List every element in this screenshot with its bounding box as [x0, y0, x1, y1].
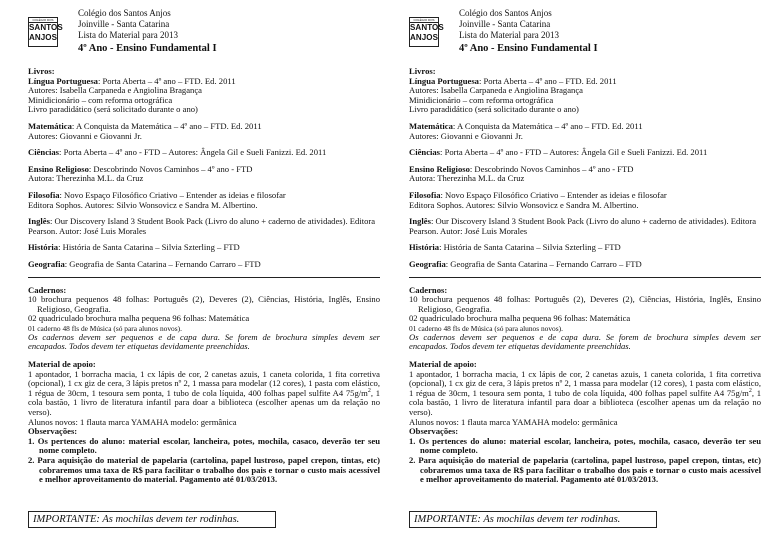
important-notice: IMPORTANTE: As mochilas devem ter rodinhas. [28, 511, 276, 528]
subject-label: Geografia [409, 258, 446, 269]
list-content [409, 67, 761, 485]
document-header [28, 6, 380, 52]
subject-geografia [409, 260, 761, 270]
subject-line: Minidicionário – com reforma ortográfica [409, 94, 554, 105]
subject-religioso [28, 165, 380, 184]
subject-label: Matemática [409, 120, 453, 131]
school-name: Colégio dos Santos Anjos [78, 8, 171, 18]
subject-label: Ciências [409, 147, 441, 158]
subject-text: : Our Discovery Island 3 Student Book Pack (Livro do aluno + caderno de atividades). Editora Pearson. Autor: José Luis Morales [409, 216, 757, 236]
school-info [78, 8, 178, 40]
cadernos-heading: Cadernos: [409, 284, 448, 295]
subject-filosofia [409, 191, 761, 210]
material-flauta: Alunos novos: 1 flauta marca YAMAHA modelo: germânica [409, 416, 618, 427]
logo-text-line2: ANJOS [410, 33, 439, 42]
supply-list-left [28, 6, 380, 538]
observacoes-section [409, 427, 761, 485]
books-heading: Livros: [409, 66, 436, 76]
cadernos-note: Os cadernos devem ser pequenos e de capa dura. Se forem de brochura simples devem ser encapados. Todos devem ter etiquetas devidamente preenchidas. [409, 331, 761, 352]
subject-text: : História de Santa Catarina – Silvia Szterling – FTD [439, 242, 621, 253]
supply-list-right [409, 6, 761, 538]
subject-ingles [409, 217, 761, 236]
subject-label: Geografia [28, 258, 65, 269]
subject-label: História [28, 242, 59, 253]
subject-portuguesa [409, 67, 761, 115]
subject-label: Ciências [28, 147, 60, 158]
subject-text: : História de Santa Catarina – Silvia Szterling – FTD [58, 242, 240, 253]
subject-historia [409, 243, 761, 253]
list-content [28, 67, 380, 485]
subject-label: Filosofia [28, 189, 60, 200]
logo-top-band: COLÉGIO DOS [29, 18, 57, 23]
subject-label: Inglês [409, 216, 431, 227]
observacao-item: 1. Os pertences do aluno: material escolar, lancheira, potes, mochila, casaco, deverão ter seu nome completo. [28, 435, 380, 456]
subject-line: Autora: Therezinha M.L. da Cruz [409, 173, 525, 184]
cadernos-item: 10 brochura pequenos 48 folhas: Português (2), Deveres (2), Ciências, História, Inglês, Ensino Religioso, Geografia. [409, 294, 761, 314]
subject-line: Autores: Isabella Carpaneda e Angiolina Bragança [28, 85, 202, 96]
cadernos-item: 02 quadriculado brochura malha pequena 96 folhas: Matemática [409, 313, 631, 324]
subject-text: : Our Discovery Island 3 Student Book Pack (Livro do aluno + caderno de atividades). Editora Pearson. Autor: José Luis Morales [28, 216, 376, 236]
subject-text: : Novo Espaço Filosófico Criativo – Entender as ideias e filosofar [59, 189, 286, 200]
section-divider [409, 277, 761, 278]
subject-ciencias [28, 148, 380, 158]
subject-ingles [28, 217, 380, 236]
observacoes-section [28, 427, 380, 485]
subject-label: Ensino Religioso [409, 163, 470, 174]
subject-text: : Porta Aberta – 4º ano – FTD. Ed. 2011 [97, 75, 236, 86]
school-city: Joinville - Santa Catarina [78, 18, 170, 29]
subject-line: Livro paradidático (será solicitado durante o ano) [409, 104, 579, 115]
document-header [409, 6, 761, 52]
section-divider [28, 277, 380, 278]
logo-top-band: COLÉGIO DOS [410, 18, 438, 23]
subject-line: Livro paradidático (será solicitado durante o ano) [28, 104, 198, 115]
material-text: 1 apontador, 1 borracha macia, 1 cx lápis de cor, 2 canetas azuis, 1 caneta colorida, 1 fita corretiva (opcional), 1 cx giz de cera, 3 lápis pretos nº 2, 1 massa para modelar (12 cores), 1 pasta com elástico, 1 régua de 30cm, 1 tesoura sem ponta, 1 tubo de cola líquida, 400 folhas papel sulfite A4 $75g/m^2$, 1 cola bastão, 1 livro de literatura infantil para doar a biblioteca (escolher apenas um da relação no verso). [28, 368, 381, 418]
cadernos-heading: Cadernos: [28, 284, 67, 295]
subject-filosofia [28, 191, 380, 210]
subject-line: Editora Sophos. Autores: Silvio Wonsovicz e Sandra M. Albertino. [28, 199, 258, 210]
cadernos-note: Os cadernos devem ser pequenos e de capa dura. Se forem de brochura simples devem ser encapados. Todos devem ter etiquetas devidamente preenchidas. [28, 331, 380, 352]
subject-religioso [409, 165, 761, 184]
cadernos-section [28, 286, 380, 353]
subject-text: : Geografia de Santa Catarina – Fernando Carraro – FTD [445, 258, 642, 269]
school-logo [409, 17, 444, 47]
material-section [409, 360, 761, 427]
subject-label: Língua Portuguesa [28, 75, 98, 86]
subject-line: Autores: Giovanni e Giovanni Jr. [28, 130, 142, 141]
subject-line: Editora Sophos. Autores: Silvio Wonsovicz e Sandra M. Albertino. [409, 199, 639, 210]
material-heading: Material de apoio: [409, 359, 477, 370]
subject-text: : Descobrindo Novos Caminhos – 4º ano - FTD [469, 163, 634, 174]
list-title: Lista do Material para 2013 [459, 29, 559, 40]
subject-label: História [409, 242, 440, 253]
subject-matematica [409, 122, 761, 141]
school-name: Colégio dos Santos Anjos [459, 8, 552, 18]
cadernos-item: 01 caderno 48 fls de Música (só para alunos novos). [409, 323, 563, 333]
subject-line: Autores: Isabella Carpaneda e Angiolina Bragança [409, 85, 583, 96]
subject-label: Inglês [28, 216, 50, 227]
subject-text: : Porta Aberta – 4º ano - FTD – Autores: Ângela Gil e Sueli Fanizzi. Ed. 2011 [440, 147, 708, 158]
grade-title: 4º Ano - Ensino Fundamental I [459, 43, 598, 54]
subject-line: Autores: Giovanni e Giovanni Jr. [409, 130, 523, 141]
subject-text: : A Conquista da Matemática – 4º ano – FTD. Ed. 2011 [71, 120, 262, 131]
school-city: Joinville - Santa Catarina [459, 18, 551, 29]
observacoes-heading: Observações: [409, 426, 459, 437]
important-notice: IMPORTANTE: As mochilas devem ter rodinhas. [409, 511, 657, 528]
subject-line: Autora: Therezinha M.L. da Cruz [28, 173, 144, 184]
subject-text: : Novo Espaço Filosófico Criativo – Entender as ideias e filosofar [440, 189, 667, 200]
material-section [28, 360, 380, 427]
subject-ciencias [409, 148, 761, 158]
cadernos-item: 02 quadriculado brochura malha pequena 96 folhas: Matemática [28, 313, 250, 324]
logo-text-line1: SANTOS [29, 23, 63, 32]
subject-label: Ensino Religioso [28, 163, 89, 174]
observacoes-heading: Observações: [28, 426, 78, 437]
subject-geografia [28, 260, 380, 270]
subject-line: Minidicionário – com reforma ortográfica [28, 94, 173, 105]
subject-text: : Porta Aberta – 4º ano - FTD – Autores: Ângela Gil e Sueli Fanizzi. Ed. 2011 [59, 147, 327, 158]
books-heading: Livros: [28, 66, 55, 76]
subject-matematica [28, 122, 380, 141]
list-title: Lista do Material para 2013 [78, 29, 178, 40]
material-heading: Material de apoio: [28, 359, 96, 370]
material-text: 1 apontador, 1 borracha macia, 1 cx lápis de cor, 2 canetas azuis, 1 caneta colorida, 1 fita corretiva (opcional), 1 cx giz de cera, 3 lápis pretos nº 2, 1 massa para modelar (12 cores), 1 pasta com elástico, 1 régua de 30cm, 1 tesoura sem ponta, 1 tubo de cola líquida, 400 folhas papel sulfite A4 $75g/m^2$, 1 cola bastão, 1 livro de literatura infantil para doar a biblioteca (escolher apenas um da relação no verso). [409, 368, 762, 418]
logo-text-line2: ANJOS [29, 33, 58, 42]
observacao-item: 1. Os pertences do aluno: material escolar, lancheira, potes, mochila, casaco, deverão ter seu nome completo. [409, 435, 761, 456]
subject-text: : Geografia de Santa Catarina – Fernando Carraro – FTD [64, 258, 261, 269]
subject-portuguesa [28, 67, 380, 115]
logo-text-line1: SANTOS [410, 23, 444, 32]
school-info [459, 8, 559, 40]
subject-text: : Descobrindo Novos Caminhos – 4º ano - FTD [88, 163, 253, 174]
school-logo [28, 17, 63, 47]
subject-text: : A Conquista da Matemática – 4º ano – FTD. Ed. 2011 [452, 120, 643, 131]
subject-text: : Porta Aberta – 4º ano – FTD. Ed. 2011 [478, 75, 617, 86]
observacao-item: 2. Para aquisição do material de papelaria (cartolina, papel lustroso, papel crepon, tintas, etc) cobraremos uma taxa de R$ para facilitar o trabalho dos pais e tornar o custo mais acessível e melhor aproveitamento do material. Pagamento até 01/03/2013. [409, 455, 761, 485]
subject-label: Filosofia [409, 189, 441, 200]
subject-historia [28, 243, 380, 253]
material-flauta: Alunos novos: 1 flauta marca YAMAHA modelo: germânica [28, 416, 237, 427]
grade-title: 4º Ano - Ensino Fundamental I [78, 43, 217, 54]
cadernos-item: 10 brochura pequenos 48 folhas: Português (2), Deveres (2), Ciências, História, Inglês, Ensino Religioso, Geografia. [28, 294, 380, 314]
subject-label: Matemática [28, 120, 72, 131]
subject-label: Língua Portuguesa [409, 75, 479, 86]
cadernos-item: 01 caderno 48 fls de Música (só para alunos novos). [28, 323, 182, 333]
observacao-item: 2. Para aquisição do material de papelaria (cartolina, papel lustroso, papel crepon, tintas, etc) cobraremos uma taxa de R$ para facilitar o trabalho dos pais e tornar o custo mais acessível e melhor aproveitamento do material. Pagamento até 01/03/2013. [28, 455, 380, 485]
cadernos-section [409, 286, 761, 353]
